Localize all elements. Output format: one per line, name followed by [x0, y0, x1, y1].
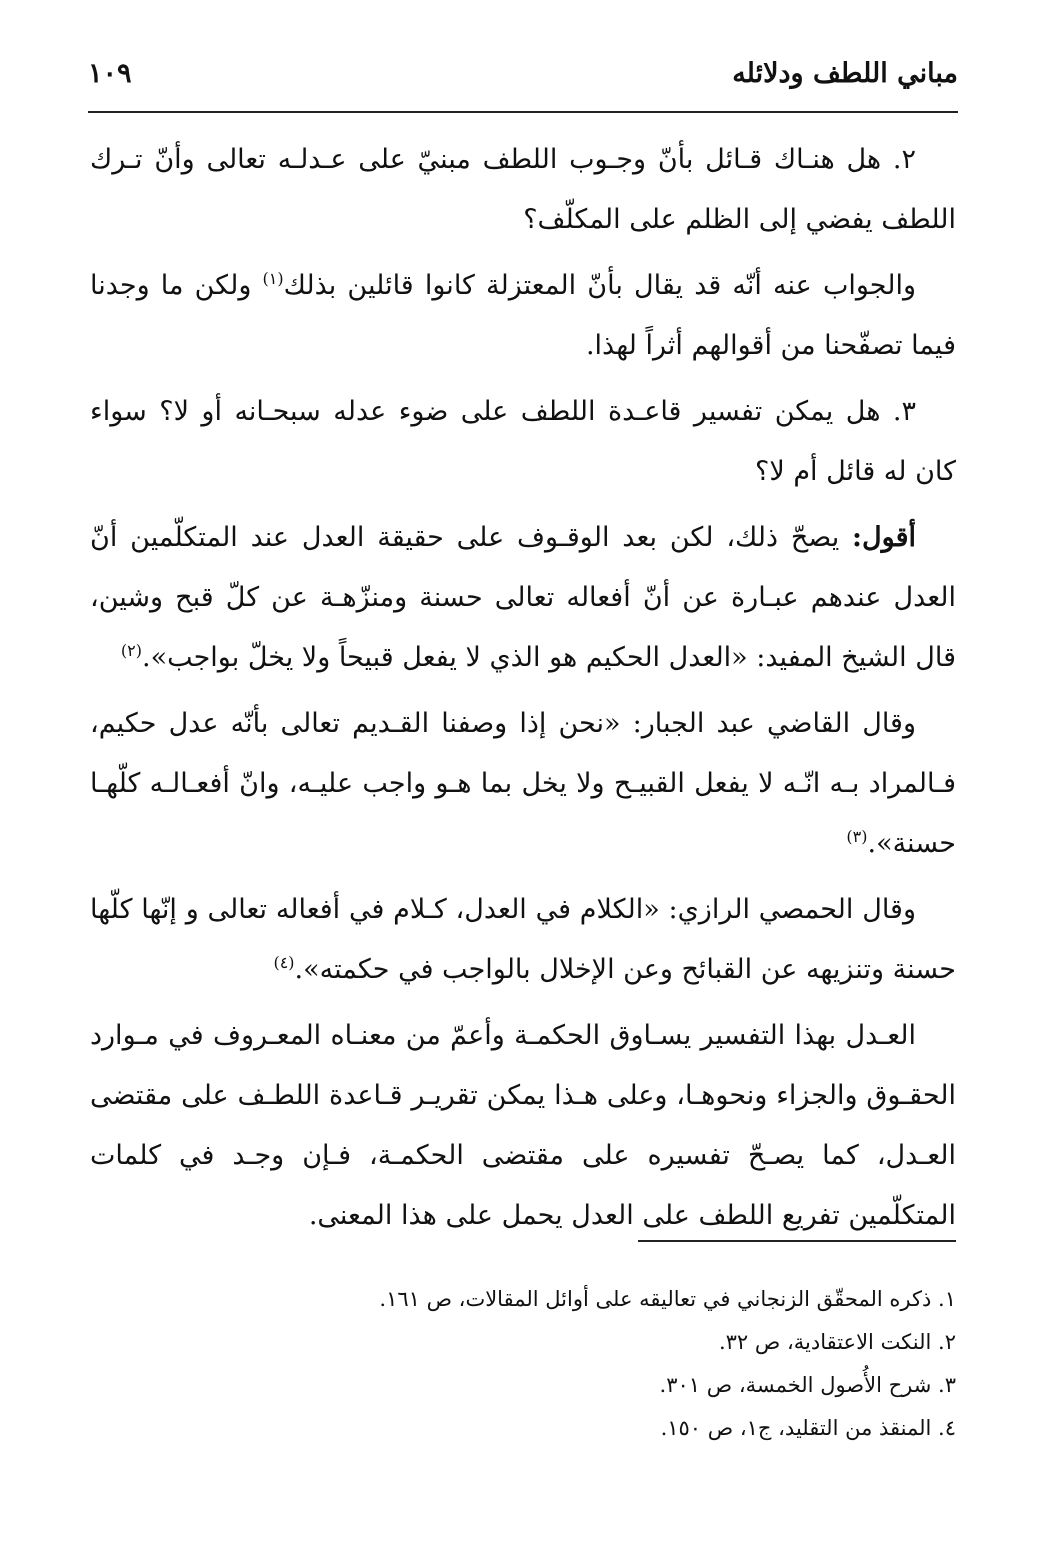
paragraph-text: العـدل بهذا التفسير يسـاوق الحكمـة وأعمّ من معنـاه المعـروف في مـوارد الحقـوق والجزاء ونحوهـا، وعلى هـذا يمكن تقريـر قـاعدة اللطـف على مقتضى العـدل، كما يصـحّ تفسيره على مقتضى الحكمـة، فـإن وجـد في كلمات المتكلّمين تفريع اللطف على العدل يحمل على هذا المعنى. [90, 1020, 956, 1231]
paragraph-4 [90, 508, 956, 688]
paragraph-text: ولكن ما وجدنا فيما تصفّحنا من أقوالهم أثراً لهذا. [90, 270, 956, 361]
paragraph-7 [90, 1006, 956, 1246]
paragraph-text: يصحّ ذلك، لكن بعد الوقـوف على حقيقة العدل عند المتكلّمين أنّ العدل عندهم عبـارة عن أنّ أفعاله تعالى حسنة ومنزّهـة عن كلّ قبح وشين، قال الشيخ المفيد: «العدل الحكيم هو الذي لا يفعل قبيحاً ولا يخلّ بواجب». [90, 522, 956, 673]
paragraph-lead: أقول: [852, 522, 916, 553]
footnote-ref: (٤) [273, 953, 295, 972]
paragraph-1 [90, 130, 956, 250]
paragraph-text: وقال القاضي عبد الجبار: «نحن إذا وصفنا القـديم تعالى بأنّه عدل حكيم، فـالمراد بـه انّـه لا يفعل القبيـح ولا يخل بما هـو واجب عليـه، وانّ أفعـالـه كلّهـا حسنة». [90, 708, 956, 859]
page-number: ١٠٩ [88, 58, 132, 89]
paragraph-3 [90, 382, 956, 502]
running-title: مباني اللطف ودلائله [732, 58, 958, 89]
footnote-ref: (٢) [120, 641, 142, 660]
footnote-ref: (١) [262, 269, 284, 288]
paragraph-2 [90, 256, 956, 376]
paragraph-text: والجواب عنه أنّه قد يقال بأنّ المعتزلة كانوا قائلين بذلك [283, 270, 917, 301]
footnote-4: ٤. المنقذ من التقليد، ج١، ص ١٥٠. [660, 1416, 956, 1440]
header-rule [88, 111, 958, 113]
paragraph-text: وقال الحمصي الرازي: «الكلام في العدل، كـلام في أفعاله تعالى و إنّها كلّها حسنة وتنزيهه عن القبائح وعن الإخلال بالواجب في حكمته». [90, 894, 956, 985]
footnote-2: ٢. النكت الاعتقادية، ص ٣٢. [718, 1330, 956, 1354]
body-text [90, 130, 956, 1252]
footnotes [92, 1278, 956, 1450]
paragraph-text: ٢. هل هنـاك قـائل بأنّ وجـوب اللطف مبنيّ على عـدلـه تعالى وأنّ تـرك اللطف يفضي إلى الظلم على المكلّف؟ [90, 144, 956, 235]
footnote-3: ٣. شرح الأُصول الخمسة، ص ٣٠١. [659, 1373, 956, 1397]
footnote-rule [638, 1240, 956, 1242]
page-header [88, 58, 958, 108]
footnote-1: ١. ذكره المحقّق الزنجاني في تعاليقه على أوائل المقالات، ص ١٦١. [379, 1287, 956, 1311]
paragraph-text: ٣. هل يمكن تفسير قاعـدة اللطف على ضوء عدله سبحـانه أو لا؟ سواء كان له قائل أم لا؟ [90, 396, 956, 487]
paragraph-5 [90, 694, 956, 874]
footnote-ref: (٣) [846, 827, 868, 846]
paragraph-6 [90, 880, 956, 1000]
